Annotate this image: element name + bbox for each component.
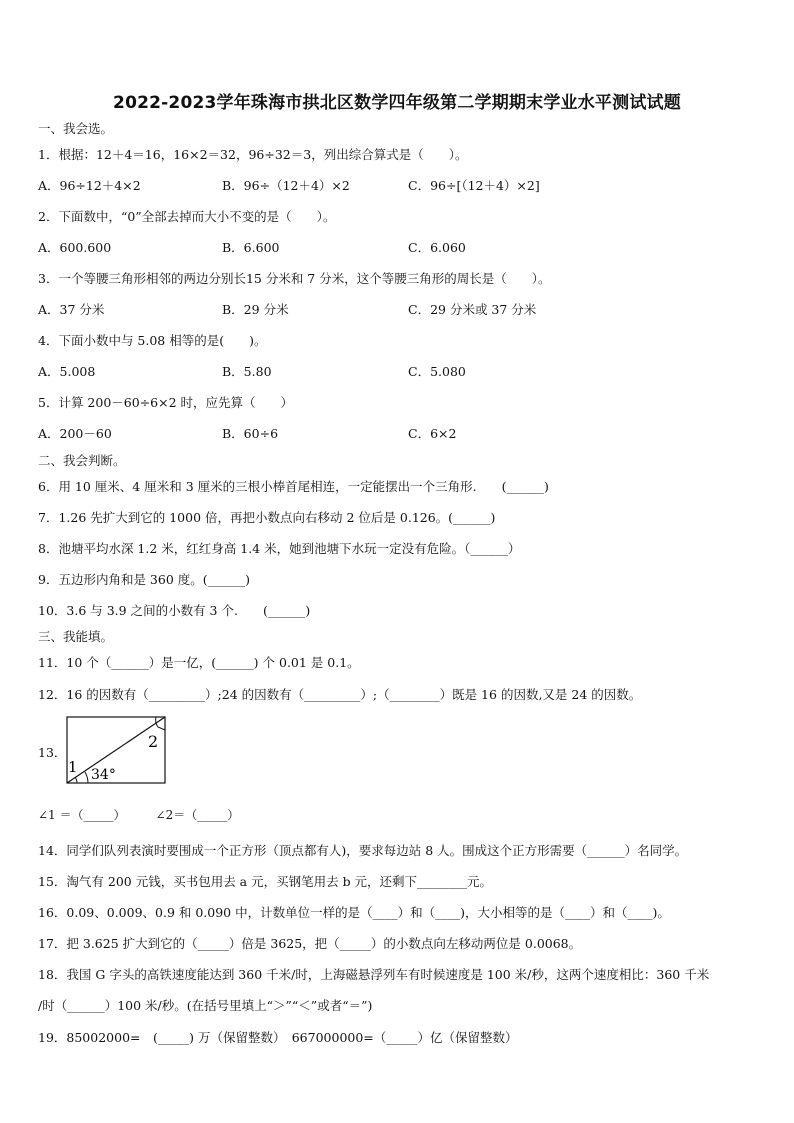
section-heading-1: 一、我会选。 <box>38 121 114 136</box>
question-13-label: 13． <box>38 745 67 760</box>
question-11: 11．10 个（______）是一亿，(______) 个 0.01 是 0.1。 <box>38 655 360 670</box>
question-18-line-1: 18．我国 G 字头的高铁速度能达到 360 千米/时，上海磁悬浮列车有时候速度是 100 米/秒，这两个速度相比：360 千米 <box>38 967 710 982</box>
question-1-option-a: A．96÷12＋4×2 <box>38 178 141 193</box>
angle-2-answer: ∠2＝（_____） <box>155 808 240 822</box>
question-5: 5．计算 200－60÷6×2 时，应先算（ ） <box>38 395 294 410</box>
question-5-option-b: B．60÷6 <box>222 426 279 441</box>
question-3-option-c: C．29 分米或 37 分米 <box>408 302 537 317</box>
question-4-option-b: B．5.80 <box>222 364 272 379</box>
question-13-answers <box>38 806 243 824</box>
angle-degree-label: 34° <box>91 767 116 783</box>
question-6: 6．用 10 厘米、4 厘米和 3 厘米的三根小棒首尾相连，一定能摆出一个三角形. (______) <box>38 479 549 494</box>
question-15: 15．淘气有 200 元钱，买书包用去 a 元，买钢笔用去 b 元，还剩下________元。 <box>38 874 493 889</box>
question-9: 9．五边形内角和是 360 度。(______) <box>38 572 251 587</box>
question-17: 17．把 3.625 扩大到它的（_____）倍是 3625，把（_____）的小数点向左移动两位是 0.0068。 <box>38 936 582 951</box>
question-2-option-b: B．6.600 <box>222 240 280 255</box>
page-title: 2022-2023学年珠海市拱北区数学四年级第二学期期末学业水平测试试题 <box>113 93 681 113</box>
question-2-option-c: C．6.060 <box>408 240 466 255</box>
angle-arc-34 <box>85 772 88 783</box>
question-3: 3．一个等腰三角形相邻的两边分别长15 分米和 7 分米，这个等腰三角形的周长是（ ）。 <box>38 271 551 286</box>
question-16: 16．0.09、0.009、0.9 和 0.090 中，计数单位一样的是（____）和（____)，大小相等的是（____）和（____)。 <box>38 905 670 920</box>
question-10: 10．3.6 与 3.9 之间的小数有 3 个. (______) <box>38 603 311 618</box>
section-heading-2: 二、我会判断。 <box>38 453 126 468</box>
angle-1-answer: ∠1 ＝（_____） <box>38 808 126 822</box>
question-3-option-a: A．37 分米 <box>38 302 105 317</box>
question-3-option-b: B．29 分米 <box>222 302 289 317</box>
question-1-option-c: C．96÷[（12＋4）×2] <box>408 178 540 193</box>
question-1-option-b: B．96÷（12＋4）×2 <box>222 178 350 193</box>
question-4-option-c: C．5.080 <box>408 364 466 379</box>
question-14: 14．同学们队列表演时要围成一个正方形（顶点都有人)，要求每边站 8 人。围成这个正方形需要（______）名同学。 <box>38 843 688 858</box>
question-7: 7．1.26 先扩大到它的 1000 倍，再把小数点向右移动 2 位后是 0.126。(______) <box>38 510 496 525</box>
angle-1-label: 1 <box>68 758 78 776</box>
question-1: 1．根据：12＋4＝16，16×2＝32，96÷32＝3，列出综合算式是（ ）。 <box>38 147 468 162</box>
rectangle-diagonal-figure <box>66 716 166 784</box>
question-5-option-c: C．6×2 <box>408 426 457 441</box>
question-4: 4．下面小数中与 5.08 相等的是( )。 <box>38 333 267 348</box>
question-5-option-a: A．200－60 <box>38 426 112 441</box>
angle-arc-2 <box>156 717 165 730</box>
question-2-option-a: A．600.600 <box>38 240 112 255</box>
question-18-line-2: /时（______）100 米/秒。(在括号里填上“＞”“＜”或者“＝”) <box>38 998 373 1013</box>
question-4-option-a: A．5.008 <box>38 364 96 379</box>
section-heading-3: 三、我能填。 <box>38 629 114 644</box>
angle-2-label: 2 <box>148 732 159 751</box>
angle-arc-1 <box>75 777 77 783</box>
question-12: 12．16 的因数有（_________）;24 的因数有（_________）;（________）既是 16 的因数,又是 24 的因数。 <box>38 687 642 702</box>
question-19: 19．85002000= (_____) 万（保留整数） 667000000=（_____）亿（保留整数） <box>38 1030 518 1045</box>
question-8: 8．池塘平均水深 1.2 米，红红身高 1.4 米，她到池塘下水玩一定没有危险。（______） <box>38 541 521 556</box>
question-2: 2．下面数中，“0”全部去掉而大小不变的是（ ）。 <box>38 209 336 224</box>
